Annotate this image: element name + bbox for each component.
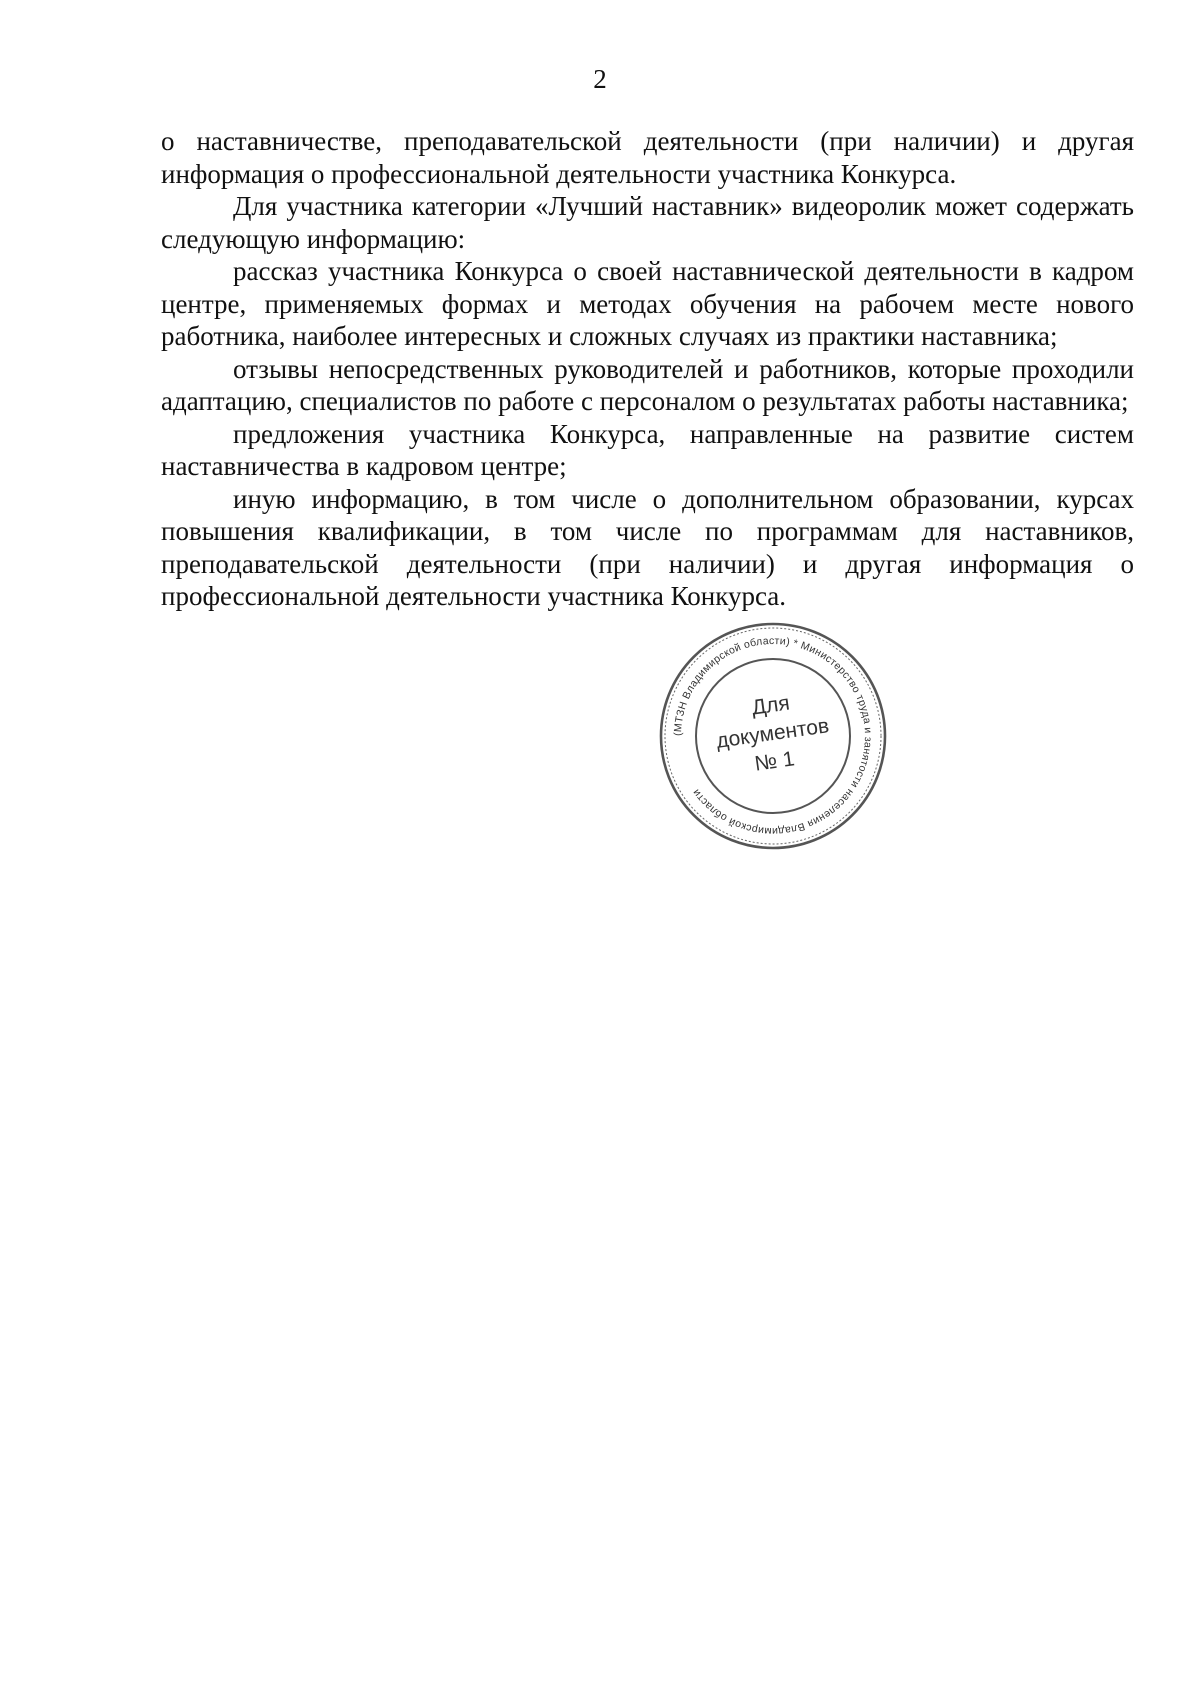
paragraph-proposals: предложения участника Конкурса, направленные на развитие систем наставничества в кадровом центре; <box>161 418 1134 481</box>
stamp-line-2: документов <box>714 714 831 753</box>
stamp-seal-graphic <box>657 620 889 852</box>
paragraph-other-info: иную информацию, в том числе о дополнительном образовании, курсах повышения квалификации, в том числе по программам для наставников, преподавательской деятельности (при наличии) и другая информация о профессиональной деятельности участника Конкурса. <box>161 483 1134 611</box>
stamp-line-1: Для <box>750 691 792 720</box>
stamp-line-3: № 1 <box>753 747 796 776</box>
paragraph-reviews: отзывы непосредственных руководителей и работников, которые проходили адаптацию, специалистов по работе с персоналом о результатах работы наставника; <box>161 353 1134 416</box>
paragraph-video-content-intro: Для участника категории «Лучший наставник» видеоролик может содержать следующую информацию: <box>161 191 1134 254</box>
paragraph-continuation: о наставничестве, преподавательской деятельности (при наличии) и другая информация о профессиональной деятельности участника Конкурса. <box>161 126 1134 189</box>
official-stamp <box>657 620 889 852</box>
page-number: 2 <box>593 64 607 94</box>
document-body <box>161 125 1134 613</box>
paragraph-participant-story: рассказ участника Конкурса о своей наставнической деятельности в кадром центре, применяемых формах и методах обучения на рабочем месте нового работника, наиболее интересных и сложных случаях из практики наставника; <box>161 256 1134 351</box>
stamp-ring-text: (МТЗН Владимирской области) * Министерство труда и занятости населения Владимирской области <box>671 634 875 838</box>
